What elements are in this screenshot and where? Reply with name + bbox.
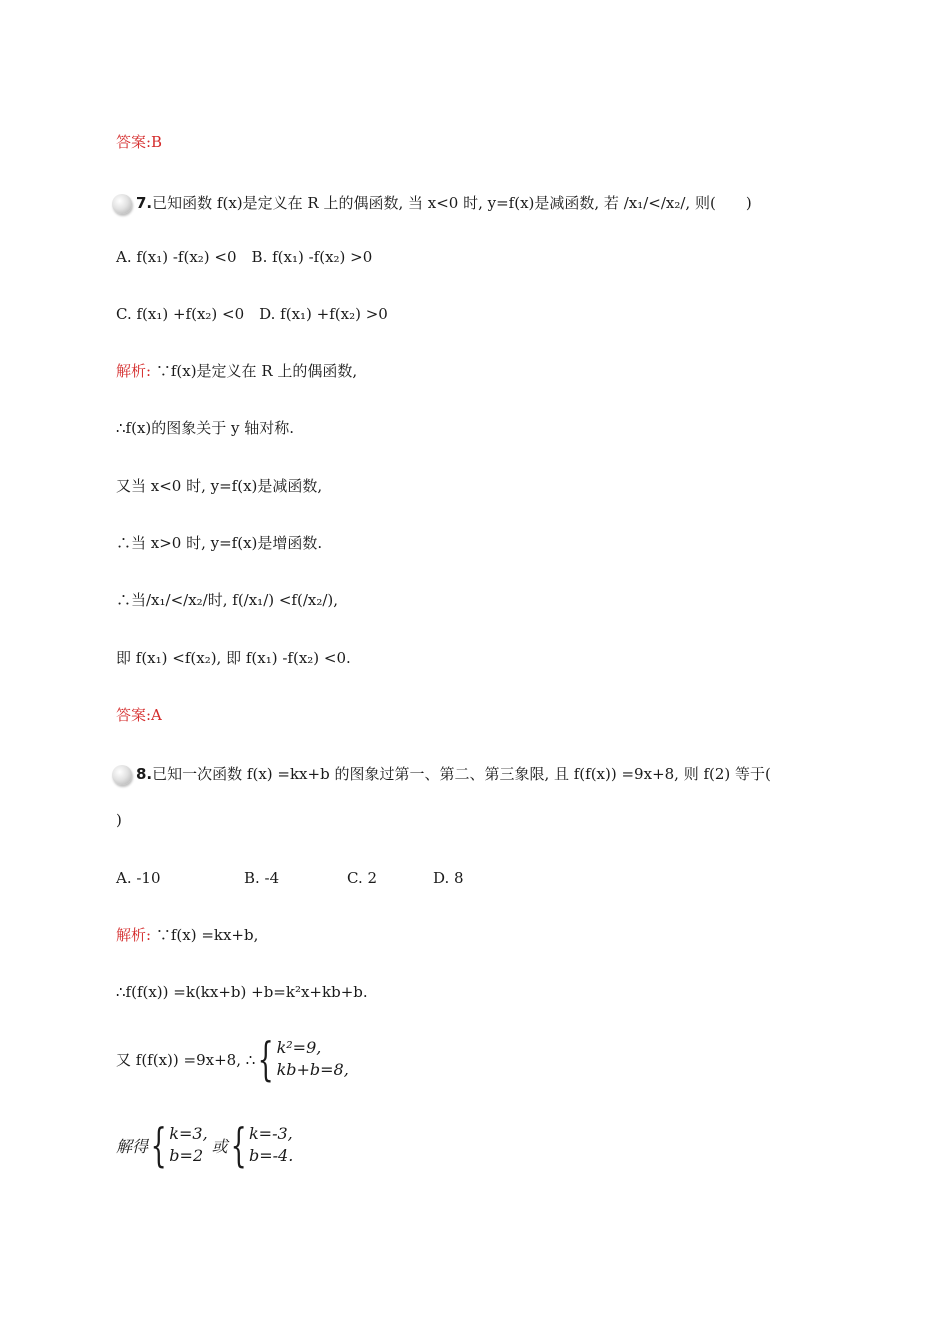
question-bullet-icon (112, 765, 132, 785)
question-7-step: 又当 x<0 时, y=f(x)是减函数, (116, 477, 323, 495)
question-8-solution (116, 1118, 294, 1172)
question-8-analysis (116, 925, 258, 945)
equation: k=3, (169, 1124, 208, 1143)
equation: b=2 (169, 1146, 204, 1165)
analysis-first-line: ∵f(x)是定义在 R 上的偶函数, (151, 362, 358, 380)
equation-system-1 (277, 1037, 349, 1081)
question-8-text: 已知一次函数 f(x) =kx+b 的图象过第一、第二、第三象限, 且 f(f(x)) =9x+8, 则 f(2) 等于( (152, 765, 771, 783)
question-bullet-icon (112, 194, 132, 214)
step-2-prefix: 又 f(f(x)) =9x+8, ∴ (116, 1050, 256, 1069)
option-b: B. -4 (244, 869, 280, 887)
question-7-step: ∴当/x₁/</x₂/时, f(/x₁/) <f(/x₂/), (116, 591, 339, 609)
question-7-text: 已知函数 f(x)是定义在 R 上的偶函数, 当 x<0 时, y=f(x)是减函数, 若 /x₁/</x₂/, 则( ) (152, 194, 752, 212)
option-c: C. 2 (347, 869, 378, 887)
question-7-step: ∴f(x)的图象关于 y 轴对称. (116, 419, 295, 437)
question-7-number: 7. (136, 194, 153, 212)
left-brace: { (150, 1118, 167, 1172)
question-7-options-ab: A. f(x₁) -f(x₂) <0 B. f(x₁) -f(x₂) >0 (116, 248, 373, 266)
question-7-step: 即 f(x₁) <f(x₂), 即 f(x₁) -f(x₂) <0. (116, 649, 351, 667)
option-d: D. 8 (433, 869, 464, 887)
question-8-number: 8. (136, 765, 153, 783)
analysis-label: 解析: (116, 362, 152, 380)
equation-system-3 (249, 1123, 293, 1167)
answer-previous: 答案:B (116, 133, 163, 151)
question-7-analysis (116, 361, 357, 381)
solve-prefix: 解得 (116, 1136, 149, 1156)
equation: kb+b=8, (276, 1060, 349, 1079)
equation: b=-4. (248, 1146, 294, 1165)
question-8-stem (114, 764, 771, 785)
question-7-stem (114, 193, 752, 214)
option-a: A. -10 (116, 869, 161, 887)
question-7-answer: 答案:A (116, 706, 162, 724)
left-brace: { (257, 1032, 274, 1086)
left-brace: { (230, 1118, 247, 1172)
or-word: 或 (211, 1136, 228, 1156)
analysis-label: 解析: (116, 926, 152, 944)
question-7-step: ∴当 x>0 时, y=f(x)是增函数. (116, 534, 323, 552)
question-8-step-1: ∴f(f(x)) =k(kx+b) +b=k²x+kb+b. (116, 983, 368, 1001)
question-8-stem-continued: ) (116, 811, 122, 829)
question-8-step-2 (116, 1032, 349, 1086)
analysis-first-line: ∵f(x) =kx+b, (151, 926, 259, 944)
equation-system-2 (169, 1123, 207, 1167)
equation: k²=9, (276, 1038, 322, 1057)
question-7-options-cd: C. f(x₁) +f(x₂) <0 D. f(x₁) +f(x₂) >0 (116, 305, 388, 323)
equation: k=-3, (248, 1124, 293, 1143)
